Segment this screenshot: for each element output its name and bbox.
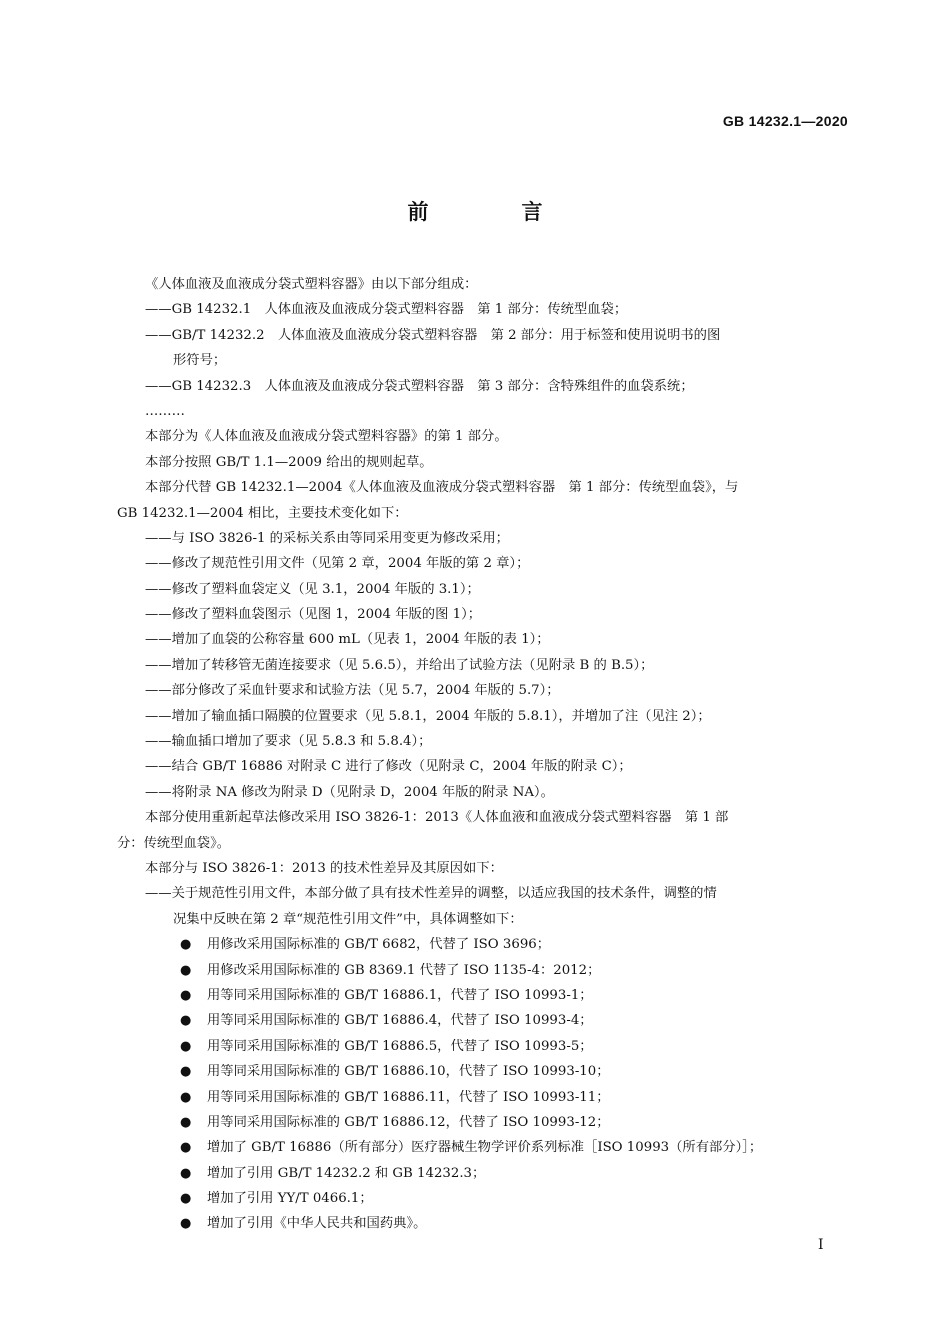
list-item: ——GB 14232.1 人体血液及血液成分袋式塑料容器 第 1 部分：传统型血袋； — [145, 302, 628, 318]
bullet-icon: ● — [180, 1191, 192, 1207]
paragraph-line: 《人体血液及血液成分袋式塑料容器》由以下部分组成： — [145, 277, 478, 292]
bullet-icon: ● — [180, 1216, 192, 1232]
bullet-item — [117, 958, 850, 983]
bullet-item — [117, 1186, 850, 1211]
bullet-icon: ● — [180, 962, 192, 978]
bullet-text: 用等同采用国际标准的 GB/T 16886.10，代替了 ISO 10993-10； — [207, 1064, 610, 1080]
bullet-icon: ● — [180, 1140, 192, 1156]
bullet-text: 用等同采用国际标准的 GB/T 16886.11，代替了 ISO 10993-11； — [207, 1089, 610, 1105]
bullet-text: 用等同采用国际标准的 GB/T 16886.1，代替了 ISO 10993-1； — [207, 987, 593, 1003]
list-item: ——关于规范性引用文件，本部分做了具有技术性差异的调整，以适应我国的技术条件，调整的情 — [145, 886, 717, 902]
bullet-item — [117, 1059, 850, 1084]
bullet-item — [117, 1034, 850, 1059]
paragraph-line: 本部分代替 GB 14232.1—2004《人体血液及血液成分袋式塑料容器 第 1 部分：传统型血袋》，与 — [145, 480, 739, 496]
bullet-item — [117, 1085, 850, 1110]
list-item: ——输血插口增加了要求（见 5.8.3 和 5.8.4）； — [145, 734, 432, 750]
bullet-text: 用等同采用国际标准的 GB/T 16886.12，代替了 ISO 10993-12； — [207, 1114, 610, 1130]
bullet-item — [117, 1110, 850, 1135]
list-item: ——GB/T 14232.2 人体血液及血液成分袋式塑料容器 第 2 部分：用于标签和使用说明书的图 — [145, 327, 721, 343]
bullet-item — [117, 1161, 850, 1186]
list-item: ——增加了输血插口隔膜的位置要求（见 5.8.1，2004 年版的 5.8.1），并增加了注（见注 2）； — [145, 708, 711, 724]
bullet-icon: ● — [180, 1114, 192, 1130]
bullet-text: 增加了引用 GB/T 14232.2 和 GB 14232.3； — [207, 1165, 486, 1181]
bullet-icon: ● — [180, 1013, 192, 1029]
paragraph-line: 本部分按照 GB/T 1.1—2009 给出的规则起草。 — [145, 454, 433, 470]
bullet-item — [117, 983, 850, 1008]
list-item: ——GB 14232.3 人体血液及血液成分袋式塑料容器 第 3 部分：含特殊组件的血袋系统； — [145, 378, 694, 394]
paragraph-line: 本部分使用重新起草法修改采用 ISO 3826-1：2013《人体血液和血液成分袋式塑料容器 第 1 部 — [145, 810, 729, 826]
bullet-icon: ● — [180, 1064, 192, 1080]
bullet-text: 增加了引用 YY/T 0466.1； — [207, 1191, 373, 1207]
bullet-icon: ● — [180, 1165, 192, 1181]
bullet-text: 用等同采用国际标准的 GB/T 16886.4，代替了 ISO 10993-4； — [207, 1013, 593, 1029]
bullet-text: 增加了 GB/T 16886（所有部分）医疗器械生物学评价系列标准［ISO 10993（所有部分）］； — [207, 1140, 763, 1156]
list-item: ——修改了塑料血袋图示（见图 1，2004 年版的图 1）； — [145, 607, 482, 623]
list-item: ——部分修改了采血针要求和试验方法（见 5.7，2004 年版的 5.7）； — [145, 683, 560, 699]
standard-code: GB 14232.1—2020 — [722, 113, 848, 129]
bullet-item — [117, 1211, 850, 1236]
paragraph-line: 本部分与 ISO 3826-1：2013 的技术性差异及其原因如下： — [145, 860, 503, 876]
paragraph-line: 本部分为《人体血液及血液成分袋式塑料容器》的第 1 部分。 — [145, 429, 508, 445]
page-title: 前 言 — [407, 200, 579, 224]
list-item: ——结合 GB/T 16886 对附录 C 进行了修改（见附录 C，2004 年版的附录 C）； — [145, 759, 632, 775]
list-item-continuation: 形符号； — [173, 353, 227, 369]
paragraph-continuation: GB 14232.1—2004 相比，主要技术变化如下： — [117, 505, 408, 521]
bullet-text: 用修改采用国际标准的 GB/T 6682，代替了 ISO 3696； — [207, 937, 551, 953]
paragraph-continuation: 分：传统型血袋》。 — [117, 835, 231, 851]
list-item-continuation: 况集中反映在第 2 章“规范性引用文件”中，具体调整如下： — [173, 911, 523, 927]
bullet-text: 用等同采用国际标准的 GB/T 16886.5，代替了 ISO 10993-5； — [207, 1038, 593, 1054]
bullet-item — [117, 1135, 850, 1160]
list-item: ——修改了塑料血袋定义（见 3.1，2004 年版的 3.1）； — [145, 581, 480, 597]
bullet-text: 增加了引用《中华人民共和国药典》。 — [207, 1216, 427, 1232]
ellipsis-line: ……… — [145, 403, 185, 419]
list-item: ——与 ISO 3826-1 的采标关系由等同采用变更为修改采用； — [145, 530, 509, 546]
list-item: ——将附录 NA 修改为附录 D（见附录 D，2004 年版的附录 NA）。 — [145, 784, 554, 800]
foreword-body — [117, 272, 850, 1237]
bullet-icon: ● — [180, 937, 192, 953]
bullet-text: 用修改采用国际标准的 GB 8369.1 代替了 ISO 1135-4：2012； — [207, 962, 601, 978]
bullet-item — [117, 932, 850, 957]
bullet-icon: ● — [180, 1089, 192, 1105]
list-item: ——增加了转移管无菌连接要求（见 5.6.5），并给出了试验方法（见附录 B 的 B.5）； — [145, 657, 654, 673]
bullet-icon: ● — [180, 1038, 192, 1054]
page-number: I — [818, 1237, 824, 1253]
list-item: ——增加了血袋的公称容量 600 mL（见表 1，2004 年版的表 1）； — [145, 632, 550, 648]
bullet-icon: ● — [180, 987, 192, 1003]
bullet-item — [117, 1008, 850, 1033]
list-item: ——修改了规范性引用文件（见第 2 章，2004 年版的第 2 章）； — [145, 556, 530, 572]
